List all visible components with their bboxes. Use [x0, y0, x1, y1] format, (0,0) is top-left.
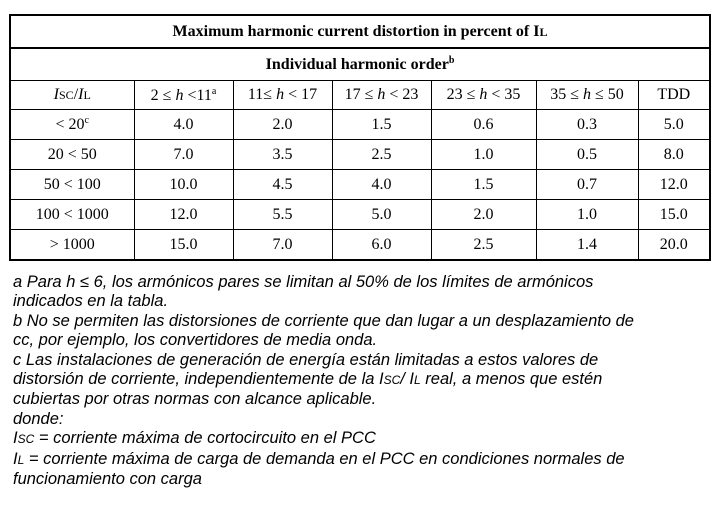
table-cell: 0.5: [536, 140, 638, 170]
table-cell: 0.3: [536, 110, 638, 140]
table-cell: 1.5: [431, 170, 536, 200]
footnotes: [13, 273, 713, 489]
table-cell: 15.0: [638, 200, 710, 230]
note-b-line: cc, por ejemplo, los convertidores de media onda.: [13, 331, 378, 350]
harmonic-range-header: 35 ≤ h ≤ 50: [536, 81, 638, 110]
row-label: > 1000: [10, 230, 134, 261]
row-label: 100 < 1000: [10, 200, 134, 230]
table-cell: 15.0: [134, 230, 233, 261]
table-cell: 1.0: [536, 200, 638, 230]
row-label: 20 < 50: [10, 140, 134, 170]
note-a-line: indicados en la tabla.: [13, 292, 169, 311]
il-definition: IL = corriente máxima de carga de demanda en el PCC en condiciones normales de: [13, 449, 625, 468]
table-cell: 2.0: [431, 200, 536, 230]
table-cell: 4.5: [233, 170, 332, 200]
table-cell: 3.5: [233, 140, 332, 170]
table-title: Maximum harmonic current distortion in percent of IL: [10, 15, 710, 48]
table-cell: 0.7: [536, 170, 638, 200]
table-row: [10, 200, 710, 230]
table-cell: 2.5: [332, 140, 431, 170]
table-cell: 4.0: [332, 170, 431, 200]
harmonic-limits-table: [9, 14, 711, 261]
table-cell: 7.0: [134, 140, 233, 170]
harmonic-range-header: $2 \le h <11^a$: [134, 81, 233, 110]
table-cell: 12.0: [638, 170, 710, 200]
table-cell: 2.0: [233, 110, 332, 140]
table-cell: 7.0: [233, 230, 332, 261]
donde-label: donde:: [13, 409, 64, 428]
table-cell: 8.0: [638, 140, 710, 170]
table-subtitle: Individual harmonic order$^b$: [10, 48, 710, 81]
il-definition: funcionamiento con carga: [13, 470, 202, 489]
harmonic-range-header: 17 ≤ h < 23: [332, 81, 431, 110]
table-cell: 5.5: [233, 200, 332, 230]
table-header-row: [10, 81, 710, 110]
table-cell: 5.0: [332, 200, 431, 230]
tdd-header: TDD: [638, 81, 710, 110]
table-cell: 2.5: [431, 230, 536, 261]
isc-definition: ISC = corriente máxima de cortocircuito en el PCC: [13, 429, 376, 448]
table-cell: 1.0: [431, 140, 536, 170]
note-c-line: c Las instalaciones de generación de energía están limitadas a estos valores de: [13, 350, 599, 369]
harmonic-range-header: 23 ≤ h < 35: [431, 81, 536, 110]
table-cell: 10.0: [134, 170, 233, 200]
row-label: < $20^c$: [10, 110, 134, 140]
note-b-line: b No se permiten las distorsiones de corriente que dan lugar a un desplazamiento de: [13, 311, 634, 330]
table-cell: 6.0: [332, 230, 431, 261]
table-cell: 20.0: [638, 230, 710, 261]
ratio-header: ISC/IL: [10, 81, 134, 110]
note-a-line: a Para h ≤ 6, los armónicos pares se limitan al 50% de los límites de armónicos: [13, 273, 594, 291]
table-cell: 12.0: [134, 200, 233, 230]
table-cell: 1.4: [536, 230, 638, 261]
table-row: [10, 230, 710, 261]
table-cell: 4.0: [134, 110, 233, 140]
harmonic-range-header: 11≤ h < 17: [233, 81, 332, 110]
table-cell: 1.5: [332, 110, 431, 140]
row-label: 50 < 100: [10, 170, 134, 200]
table-cell: 0.6: [431, 110, 536, 140]
note-c-line: cubiertas por otras normas con alcance aplicable.: [13, 390, 377, 409]
table-row: [10, 110, 710, 140]
note-c-line: distorsión de corriente, independientemente de la ISC/ IL real, a menos que estén: [13, 370, 603, 389]
table-cell: 5.0: [638, 110, 710, 140]
table-row: [10, 170, 710, 200]
table-row: [10, 140, 710, 170]
